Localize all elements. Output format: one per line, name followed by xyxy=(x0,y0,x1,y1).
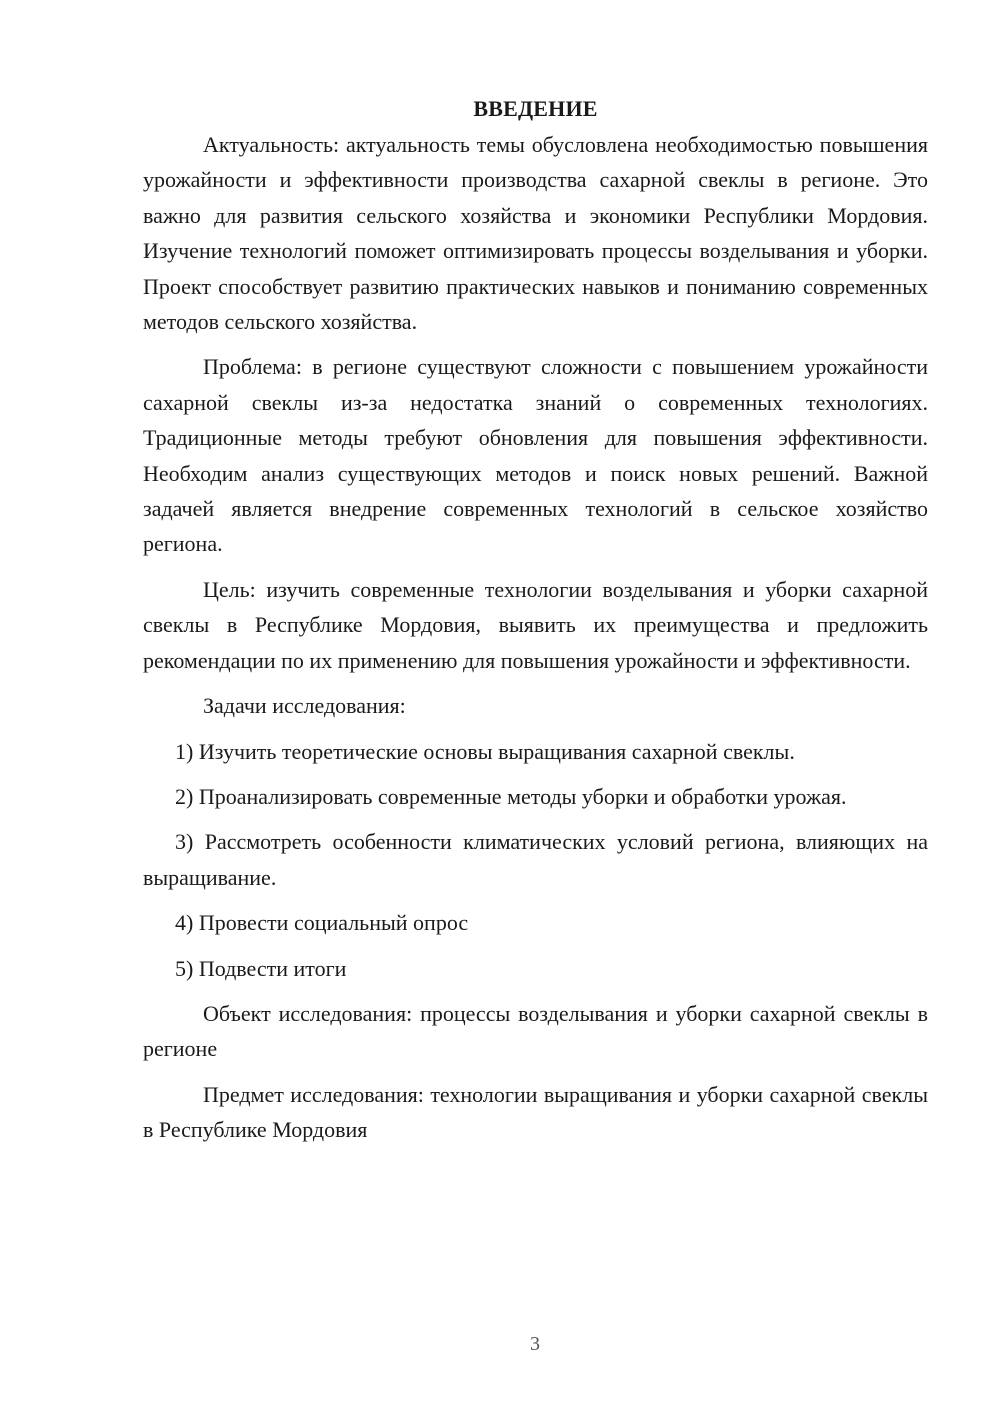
relevance-paragraph: Актуальность: актуальность темы обусловлена необходимостью повышения урожайности и эффективности производства сахарной свеклы в регионе. Это важно для развития сельского хозяйства и экономики Республики Мордовия. Изучение технологий поможет оптимизировать процессы возделывания и уборки. Проект способствует развитию практических навыков и пониманию современных методов сельского хозяйства. xyxy=(143,132,928,335)
page-number: 3 xyxy=(530,1333,540,1355)
task-item-3: 3) Рассмотреть особенности климатических условий региона, влияющих на выращивание. xyxy=(143,829,928,890)
tasks-heading: Задачи исследования: xyxy=(203,693,406,719)
section-title: ВВЕДЕНИЕ xyxy=(473,96,598,121)
document-page xyxy=(143,92,928,1148)
task-item-5: 5) Подвести итоги xyxy=(175,955,347,981)
task-item-2: 2) Проанализировать современные методы уборки и обработки урожая. xyxy=(175,783,847,809)
task-item-4: 4) Провести социальный опрос xyxy=(175,910,469,936)
task-item-1: 1) Изучить теоретические основы выращивания сахарной свеклы. xyxy=(175,738,795,764)
object-paragraph: Объект исследования: процессы возделывания и уборки сахарной свеклы в регионе xyxy=(143,1000,928,1062)
goal-paragraph: Цель: изучить современные технологии возделывания и уборки сахарной свеклы в Республике Мордовия, выявить их преимущества и предложить рекомендации по их применению для повышения урожайности и эффективности. xyxy=(143,576,928,673)
subject-paragraph: Предмет исследования: технологии выращивания и уборки сахарной свеклы в Республике Мордовия xyxy=(143,1081,928,1143)
problem-paragraph: Проблема: в регионе существуют сложности с повышением урожайности сахарной свеклы из-за недостатка знаний о современных технологиях. Традиционные методы требуют обновления для повышения эффективности. Необходим анализ существующих методов и поиск новых решений. Важной задачей является внедрение современных технологий в сельское хозяйство региона. xyxy=(143,354,928,557)
